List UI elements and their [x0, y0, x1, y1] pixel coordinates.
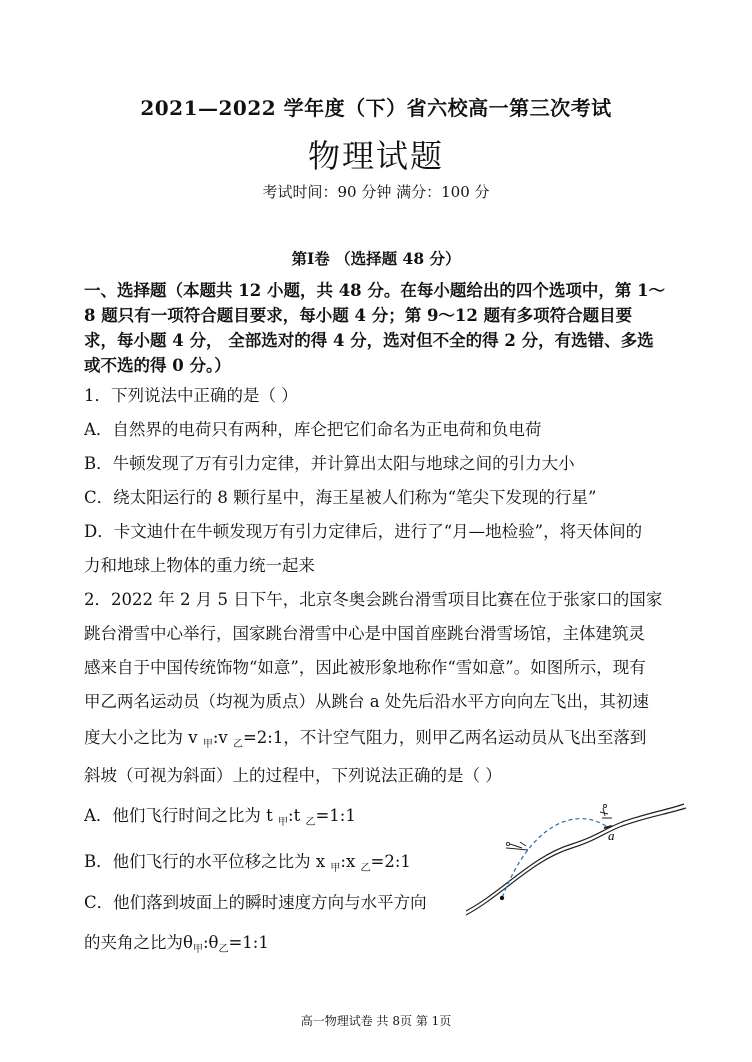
trajectory-dashed [502, 819, 606, 898]
q2-option-b-part-c: =2:1 [370, 852, 411, 871]
q2-line-4: 甲乙两名运动员（均视为质点）从跳台 a 处先后沿水平方向向左飞出，其初速 [84, 692, 649, 711]
subject-title: 物理试题 [307, 137, 444, 175]
q2-option-b-sub-1: 甲 [330, 863, 341, 874]
q1-option-d: D．卡文迪什在牛顿发现万有引力定律后，进行了“月—地检验”，将天体间的 [84, 522, 643, 541]
q2-line-5-part-b: :v [212, 728, 233, 747]
q2-option-a [84, 802, 356, 826]
q2-option-a-sub-1: 甲 [278, 817, 289, 828]
instructions-line-2: 8 题只有一项符合题目要求，每小题 4 分；第 9～12 题有多项符合题目要 [84, 306, 633, 325]
q2-option-a-part-c: =1:1 [315, 806, 356, 825]
q2-option-a-part-a: A．他们飞行时间之比为 t [84, 806, 279, 825]
q2-line-6: 斜坡（可视为斜面）上的过程中，下列说法正确的是（ ） [84, 766, 502, 785]
instructions-line-3: 求，每小题 4 分， 全部选对的得 4 分，选对但不全的得 2 分，有选错、多选 [84, 331, 654, 350]
q2-option-c-part-c: =1:1 [228, 933, 269, 952]
q2-line-2: 跳台滑雪中心举行，国家跳台滑雪中心是中国首座跳台滑雪场馆，主体建筑灵 [84, 624, 645, 643]
skier-icon-at-a [600, 804, 612, 818]
landing-point [500, 896, 504, 900]
q1-option-d-cont: 力和地球上物体的重力统一起来 [84, 556, 315, 575]
q2-line-5 [84, 724, 646, 748]
q2-option-c: C．他们落到坡面上的瞬时速度方向与水平方向 [84, 893, 427, 912]
page-footer: 高一物理试卷 共 8页 第 1页 [300, 1014, 452, 1028]
exam-info: 考试时间：90 分钟 满分：100 分 [262, 183, 490, 201]
q2-option-c-cont [84, 929, 269, 953]
q2-option-c-sub-2: 乙 [218, 944, 229, 955]
q1-option-b: B．牛顿发现了万有引力定律，并计算出太阳与地球之间的引力大小 [84, 454, 575, 473]
q2-line-1: 2．2022 年 2 月 5 日下午，北京冬奥会跳台滑雪项目比赛在位于张家口的国家 [84, 590, 663, 609]
point-a-label: a [608, 828, 615, 843]
q2-line-5-part-a: 度大小之比为 v [84, 728, 203, 747]
instructions-line-4: 或不选的得 0 分。） [84, 356, 231, 375]
slope-lower-edge [466, 808, 686, 915]
ski-jump-figure [462, 796, 692, 916]
instructions-line-1: 一、选择题（本题共 12 小题，共 48 分。在每小题给出的四个选项中，第 1～ [84, 281, 666, 300]
q2-line-5-sub-1: 甲 [202, 739, 213, 750]
q2-option-b-sub-2: 乙 [360, 863, 371, 874]
q2-option-c-part-b: :θ [202, 933, 219, 952]
q2-line-3: 感来自于中国传统饰物“如意”，因此被形象地称作“雪如意”。如图所示，现有 [84, 658, 646, 677]
q1-stem: 1．下列说法中正确的是（ ） [84, 386, 298, 405]
skier-icon-in-flight [506, 842, 528, 850]
q2-line-5-part-c: =2:1，不计空气阻力，则甲乙两名运动员从飞出至落到 [242, 728, 647, 747]
q2-option-a-part-b: :t [288, 806, 306, 825]
q2-option-c-part-a: 的夹角之比为θ [84, 933, 193, 952]
section-heading: 第Ⅰ卷 （选择题 48 分） [291, 249, 461, 268]
slope-upper-edge [466, 804, 684, 911]
q2-option-b-part-b: :x [340, 852, 361, 871]
q1-option-a: A．自然界的电荷只有两种，库仑把它们命名为正电荷和负电荷 [84, 420, 542, 439]
q2-option-b [84, 848, 411, 872]
q1-option-c: C．绕太阳运行的 8 颗行星中，海王星被人们称为“笔尖下发现的行星” [84, 488, 597, 507]
q2-option-c-sub-1: 甲 [192, 944, 203, 955]
q2-option-b-part-a: B．他们飞行的水平位移之比为 x [84, 852, 331, 871]
q2-option-a-sub-2: 乙 [305, 817, 316, 828]
exam-title: 2021—2022 学年度（下）省六校高一第三次考试 [140, 96, 612, 120]
q2-line-5-sub-2: 乙 [232, 739, 243, 750]
